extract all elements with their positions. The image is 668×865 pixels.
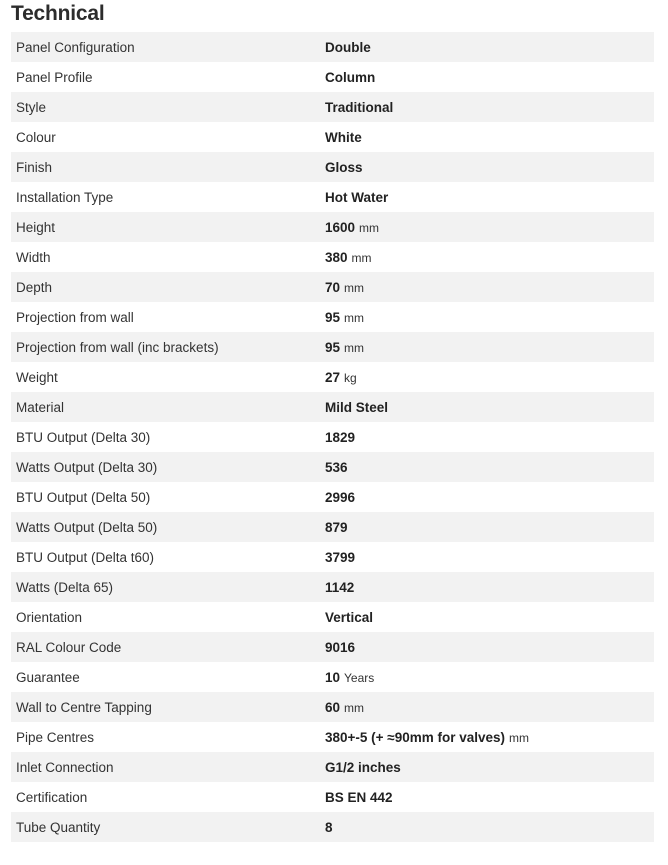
- spec-label: Certification: [16, 789, 88, 805]
- spec-label: Colour: [16, 129, 56, 145]
- spec-value-text: 8: [325, 819, 333, 835]
- spec-value-text: Double: [325, 39, 371, 55]
- spec-value-text: Mild Steel: [325, 399, 389, 415]
- spec-value: [320, 280, 654, 295]
- spec-row: [11, 152, 654, 182]
- spec-value: [320, 520, 654, 535]
- spec-label: Watts (Delta 65): [16, 579, 114, 595]
- spec-value: [320, 790, 654, 805]
- spec-unit: mm: [344, 310, 365, 325]
- spec-unit: mm: [351, 250, 372, 265]
- spec-value: [320, 760, 654, 775]
- spec-value-text: 60: [325, 699, 341, 715]
- technical-spec-table: [11, 32, 654, 842]
- spec-row: [11, 572, 654, 602]
- spec-row: [11, 212, 654, 242]
- spec-value: [320, 70, 654, 85]
- spec-value-text: G1/2 inches: [325, 759, 401, 775]
- spec-row: [11, 182, 654, 212]
- spec-label: RAL Colour Code: [16, 639, 122, 655]
- spec-value: [320, 370, 654, 385]
- spec-row: [11, 692, 654, 722]
- spec-row: [11, 32, 654, 62]
- spec-row: [11, 302, 654, 332]
- spec-row: [11, 62, 654, 92]
- spec-value: [320, 190, 654, 205]
- spec-value: [320, 220, 654, 235]
- spec-label: Installation Type: [16, 189, 114, 205]
- spec-label: Finish: [16, 159, 53, 175]
- spec-value: [320, 250, 654, 265]
- spec-value-text: 70: [325, 279, 341, 295]
- spec-value: [320, 700, 654, 715]
- spec-value-text: Column: [325, 69, 376, 85]
- spec-value-text: 27: [325, 369, 341, 385]
- spec-unit: mm: [344, 340, 365, 355]
- spec-value: [320, 820, 654, 835]
- spec-value-text: 1829: [325, 429, 356, 445]
- spec-unit: mm: [359, 220, 380, 235]
- spec-label: BTU Output (Delta 30): [16, 429, 151, 445]
- spec-row: [11, 662, 654, 692]
- spec-label: Projection from wall: [16, 309, 134, 325]
- spec-label: Panel Profile: [16, 69, 93, 85]
- spec-label: Inlet Connection: [16, 759, 114, 775]
- spec-unit: mm: [344, 280, 365, 295]
- spec-row: [11, 482, 654, 512]
- spec-value-text: Traditional: [325, 99, 394, 115]
- spec-label: Orientation: [16, 609, 83, 625]
- spec-row: [11, 452, 654, 482]
- spec-label: Wall to Centre Tapping: [16, 699, 152, 715]
- spec-value: [320, 730, 654, 745]
- spec-value-text: 10: [325, 669, 341, 685]
- spec-value-text: 9016: [325, 639, 356, 655]
- spec-row: [11, 752, 654, 782]
- spec-value-text: 1600: [325, 219, 356, 235]
- spec-value: [320, 400, 654, 415]
- spec-value-text: 95: [325, 309, 341, 325]
- spec-value: [320, 310, 654, 325]
- spec-row: [11, 242, 654, 272]
- spec-value: [320, 670, 654, 685]
- spec-value-text: White: [325, 129, 362, 145]
- spec-value: [320, 160, 654, 175]
- spec-value: [320, 430, 654, 445]
- spec-row: [11, 272, 654, 302]
- spec-label: Width: [16, 249, 51, 265]
- spec-value: [320, 130, 654, 145]
- spec-value: [320, 610, 654, 625]
- spec-label: Pipe Centres: [16, 729, 95, 745]
- spec-label: Guarantee: [16, 669, 80, 685]
- spec-row: [11, 602, 654, 632]
- section-title: Technical: [11, 2, 105, 25]
- spec-value-text: BS EN 442: [325, 789, 393, 805]
- spec-value-text: 380+-5 (+ ≈90mm for valves): [325, 729, 506, 745]
- spec-value-text: 2996: [325, 489, 356, 505]
- spec-label: Depth: [16, 279, 53, 295]
- spec-row: [11, 512, 654, 542]
- spec-row: [11, 542, 654, 572]
- spec-row: [11, 812, 654, 842]
- spec-unit: mm: [344, 700, 365, 715]
- spec-label: BTU Output (Delta 50): [16, 489, 151, 505]
- spec-row: [11, 392, 654, 422]
- spec-value-text: Vertical: [325, 609, 374, 625]
- spec-label: Weight: [16, 369, 58, 385]
- spec-row: [11, 332, 654, 362]
- spec-label: Material: [16, 399, 65, 415]
- spec-row: [11, 362, 654, 392]
- spec-value: [320, 490, 654, 505]
- spec-label: BTU Output (Delta t60): [16, 549, 155, 565]
- spec-row: [11, 422, 654, 452]
- spec-row: [11, 122, 654, 152]
- spec-value: [320, 100, 654, 115]
- spec-value-text: 1142: [325, 579, 355, 595]
- spec-label: Projection from wall (inc brackets): [16, 339, 219, 355]
- spec-value: [320, 340, 654, 355]
- spec-row: [11, 722, 654, 752]
- spec-value-text: 380: [325, 249, 348, 265]
- spec-label: Watts Output (Delta 30): [16, 459, 158, 475]
- spec-value: [320, 580, 654, 595]
- spec-label: Height: [16, 219, 56, 235]
- spec-unit: mm: [509, 730, 530, 745]
- spec-row: [11, 632, 654, 662]
- spec-label: Tube Quantity: [16, 819, 101, 835]
- spec-unit: kg: [344, 370, 357, 385]
- spec-label: Style: [16, 99, 47, 115]
- spec-value: [320, 640, 654, 655]
- spec-value-text: Hot Water: [325, 189, 389, 205]
- spec-unit: Years: [344, 670, 375, 685]
- spec-value-text: 3799: [325, 549, 356, 565]
- spec-value: [320, 550, 654, 565]
- spec-label: Watts Output (Delta 50): [16, 519, 158, 535]
- spec-row: [11, 92, 654, 122]
- spec-value-text: 879: [325, 519, 348, 535]
- spec-label: Panel Configuration: [16, 39, 135, 55]
- spec-value-text: Gloss: [325, 159, 363, 175]
- spec-row: [11, 782, 654, 812]
- spec-value: [320, 40, 654, 55]
- spec-value-text: 536: [325, 459, 348, 475]
- spec-value-text: 95: [325, 339, 341, 355]
- spec-value: [320, 460, 654, 475]
